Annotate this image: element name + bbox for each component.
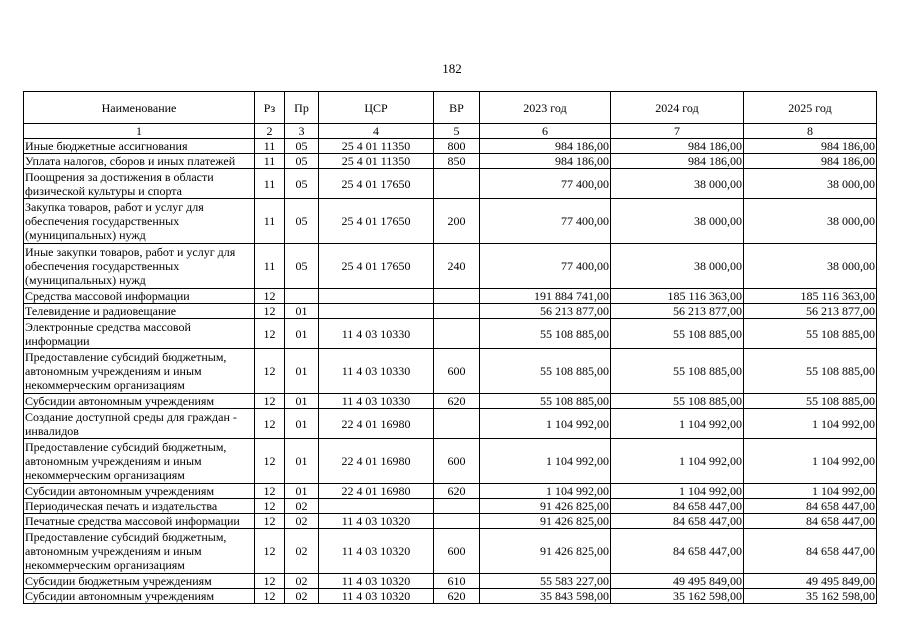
header-pr: Пр bbox=[285, 92, 319, 124]
cell-name: Закупка товаров, работ и услуг для обеспечения государственных (муниципальных) нужд bbox=[24, 199, 255, 244]
budget-table bbox=[23, 91, 877, 604]
cell-pr: 05 bbox=[285, 199, 319, 244]
cell-rz: 12 bbox=[255, 304, 285, 319]
cell-2025: 38 000,00 bbox=[744, 169, 877, 199]
cell-2024: 38 000,00 bbox=[611, 169, 744, 199]
cell-rz: 11 bbox=[255, 169, 285, 199]
column-number: 6 bbox=[480, 124, 611, 139]
cell-vr bbox=[434, 169, 480, 199]
cell-pr: 01 bbox=[285, 319, 319, 349]
header-csr: ЦСР bbox=[319, 92, 434, 124]
cell-pr: 02 bbox=[285, 499, 319, 514]
cell-2024: 185 116 363,00 bbox=[611, 289, 744, 304]
cell-name: Периодическая печать и издательства bbox=[24, 499, 255, 514]
cell-vr bbox=[434, 514, 480, 529]
cell-vr bbox=[434, 499, 480, 514]
cell-csr: 22 4 01 16980 bbox=[319, 439, 434, 484]
cell-2024: 38 000,00 bbox=[611, 244, 744, 289]
cell-2024: 984 186,00 bbox=[611, 139, 744, 154]
cell-rz: 12 bbox=[255, 514, 285, 529]
cell-rz: 12 bbox=[255, 349, 285, 394]
table-row bbox=[24, 484, 877, 499]
table-row bbox=[24, 529, 877, 574]
cell-2025: 56 213 877,00 bbox=[744, 304, 877, 319]
cell-name: Предоставление субсидий бюджетным, автономным учреждениям и иным некоммерческим организациям bbox=[24, 439, 255, 484]
column-number: 3 bbox=[285, 124, 319, 139]
cell-pr: 02 bbox=[285, 574, 319, 589]
cell-2025: 1 104 992,00 bbox=[744, 439, 877, 484]
cell-pr: 02 bbox=[285, 589, 319, 604]
cell-2024: 49 495 849,00 bbox=[611, 574, 744, 589]
cell-2023: 55 108 885,00 bbox=[480, 394, 611, 409]
table-row bbox=[24, 439, 877, 484]
cell-name: Телевидение и радиовещание bbox=[24, 304, 255, 319]
column-number: 5 bbox=[434, 124, 480, 139]
header-2025: 2025 год bbox=[744, 92, 877, 124]
cell-vr: 240 bbox=[434, 244, 480, 289]
cell-csr: 22 4 01 16980 bbox=[319, 484, 434, 499]
cell-rz: 12 bbox=[255, 439, 285, 484]
cell-name: Субсидии автономным учреждениям bbox=[24, 589, 255, 604]
header-2023: 2023 год bbox=[480, 92, 611, 124]
cell-2025: 55 108 885,00 bbox=[744, 349, 877, 394]
column-number-row bbox=[24, 124, 877, 139]
cell-rz: 12 bbox=[255, 289, 285, 304]
table-row bbox=[24, 394, 877, 409]
cell-2024: 84 658 447,00 bbox=[611, 499, 744, 514]
cell-vr: 850 bbox=[434, 154, 480, 169]
cell-vr: 600 bbox=[434, 349, 480, 394]
table-row bbox=[24, 349, 877, 394]
cell-rz: 12 bbox=[255, 394, 285, 409]
cell-2025: 49 495 849,00 bbox=[744, 574, 877, 589]
cell-2024: 35 162 598,00 bbox=[611, 589, 744, 604]
cell-2023: 77 400,00 bbox=[480, 199, 611, 244]
cell-2024: 984 186,00 bbox=[611, 154, 744, 169]
cell-2025: 984 186,00 bbox=[744, 154, 877, 169]
cell-pr bbox=[285, 289, 319, 304]
cell-2023: 984 186,00 bbox=[480, 139, 611, 154]
cell-rz: 11 bbox=[255, 154, 285, 169]
table-row bbox=[24, 199, 877, 244]
table-row bbox=[24, 169, 877, 199]
cell-csr: 11 4 03 10330 bbox=[319, 349, 434, 394]
cell-2024: 56 213 877,00 bbox=[611, 304, 744, 319]
cell-rz: 12 bbox=[255, 589, 285, 604]
cell-2023: 56 213 877,00 bbox=[480, 304, 611, 319]
cell-2025: 55 108 885,00 bbox=[744, 319, 877, 349]
cell-2023: 55 583 227,00 bbox=[480, 574, 611, 589]
cell-2025: 55 108 885,00 bbox=[744, 394, 877, 409]
cell-2025: 38 000,00 bbox=[744, 199, 877, 244]
header-name: Наименование bbox=[24, 92, 255, 124]
cell-name: Поощрения за достижения в области физической культуры и спорта bbox=[24, 169, 255, 199]
cell-2023: 91 426 825,00 bbox=[480, 499, 611, 514]
cell-name: Электронные средства массовой информации bbox=[24, 319, 255, 349]
cell-vr bbox=[434, 319, 480, 349]
page-number: 182 bbox=[442, 61, 462, 76]
cell-csr: 11 4 03 10330 bbox=[319, 319, 434, 349]
column-number: 2 bbox=[255, 124, 285, 139]
cell-2023: 191 884 741,00 bbox=[480, 289, 611, 304]
cell-pr: 05 bbox=[285, 169, 319, 199]
cell-csr: 22 4 01 16980 bbox=[319, 409, 434, 439]
table-row bbox=[24, 499, 877, 514]
cell-2023: 35 843 598,00 bbox=[480, 589, 611, 604]
cell-name: Иные бюджетные ассигнования bbox=[24, 139, 255, 154]
cell-csr: 11 4 03 10320 bbox=[319, 574, 434, 589]
table-row bbox=[24, 304, 877, 319]
cell-2025: 1 104 992,00 bbox=[744, 484, 877, 499]
table-row bbox=[24, 154, 877, 169]
cell-2025: 84 658 447,00 bbox=[744, 499, 877, 514]
cell-pr: 05 bbox=[285, 244, 319, 289]
cell-2024: 55 108 885,00 bbox=[611, 349, 744, 394]
table-row bbox=[24, 589, 877, 604]
cell-2023: 91 426 825,00 bbox=[480, 529, 611, 574]
cell-2024: 84 658 447,00 bbox=[611, 529, 744, 574]
cell-2024: 1 104 992,00 bbox=[611, 439, 744, 484]
cell-name: Предоставление субсидий бюджетным, автономным учреждениям и иным некоммерческим организациям bbox=[24, 349, 255, 394]
table-row bbox=[24, 139, 877, 154]
cell-vr: 620 bbox=[434, 589, 480, 604]
cell-csr: 11 4 03 10320 bbox=[319, 514, 434, 529]
cell-csr bbox=[319, 499, 434, 514]
cell-name: Предоставление субсидий бюджетным, автономным учреждениям и иным некоммерческим организациям bbox=[24, 529, 255, 574]
cell-rz: 12 bbox=[255, 319, 285, 349]
cell-csr bbox=[319, 289, 434, 304]
cell-name: Субсидии бюджетным учреждениям bbox=[24, 574, 255, 589]
cell-rz: 12 bbox=[255, 409, 285, 439]
cell-pr: 02 bbox=[285, 529, 319, 574]
cell-vr bbox=[434, 289, 480, 304]
cell-name: Субсидии автономным учреждениям bbox=[24, 394, 255, 409]
table-row bbox=[24, 319, 877, 349]
cell-name: Иные закупки товаров, работ и услуг для обеспечения государственных (муниципальных) нужд bbox=[24, 244, 255, 289]
cell-csr: 25 4 01 17650 bbox=[319, 244, 434, 289]
cell-csr: 25 4 01 17650 bbox=[319, 169, 434, 199]
table-row bbox=[24, 514, 877, 529]
cell-pr: 05 bbox=[285, 154, 319, 169]
cell-2023: 77 400,00 bbox=[480, 169, 611, 199]
cell-2023: 55 108 885,00 bbox=[480, 319, 611, 349]
cell-2024: 55 108 885,00 bbox=[611, 394, 744, 409]
cell-csr: 25 4 01 11350 bbox=[319, 154, 434, 169]
cell-pr: 01 bbox=[285, 439, 319, 484]
table-row bbox=[24, 409, 877, 439]
cell-csr bbox=[319, 304, 434, 319]
table-row bbox=[24, 244, 877, 289]
header-2024: 2024 год bbox=[611, 92, 744, 124]
cell-vr: 620 bbox=[434, 484, 480, 499]
cell-name: Печатные средства массовой информации bbox=[24, 514, 255, 529]
cell-2023: 91 426 825,00 bbox=[480, 514, 611, 529]
column-number: 4 bbox=[319, 124, 434, 139]
cell-2025: 35 162 598,00 bbox=[744, 589, 877, 604]
cell-csr: 11 4 03 10330 bbox=[319, 394, 434, 409]
cell-vr bbox=[434, 409, 480, 439]
cell-vr: 610 bbox=[434, 574, 480, 589]
column-number: 7 bbox=[611, 124, 744, 139]
cell-2025: 185 116 363,00 bbox=[744, 289, 877, 304]
cell-2023: 1 104 992,00 bbox=[480, 439, 611, 484]
cell-name: Уплата налогов, сборов и иных платежей bbox=[24, 154, 255, 169]
cell-pr: 01 bbox=[285, 304, 319, 319]
cell-pr: 01 bbox=[285, 484, 319, 499]
cell-2024: 1 104 992,00 bbox=[611, 409, 744, 439]
cell-csr: 11 4 03 10320 bbox=[319, 589, 434, 604]
cell-2023: 984 186,00 bbox=[480, 154, 611, 169]
cell-vr: 600 bbox=[434, 529, 480, 574]
cell-2025: 984 186,00 bbox=[744, 139, 877, 154]
cell-csr: 25 4 01 11350 bbox=[319, 139, 434, 154]
cell-csr: 25 4 01 17650 bbox=[319, 199, 434, 244]
cell-rz: 12 bbox=[255, 484, 285, 499]
cell-2025: 84 658 447,00 bbox=[744, 529, 877, 574]
header-rz: Рз bbox=[255, 92, 285, 124]
cell-pr: 01 bbox=[285, 409, 319, 439]
cell-pr: 05 bbox=[285, 139, 319, 154]
cell-csr: 11 4 03 10320 bbox=[319, 529, 434, 574]
cell-2024: 1 104 992,00 bbox=[611, 484, 744, 499]
table-row bbox=[24, 289, 877, 304]
cell-2023: 1 104 992,00 bbox=[480, 409, 611, 439]
cell-2023: 1 104 992,00 bbox=[480, 484, 611, 499]
table-row bbox=[24, 574, 877, 589]
cell-pr: 01 bbox=[285, 349, 319, 394]
cell-rz: 12 bbox=[255, 499, 285, 514]
cell-pr: 02 bbox=[285, 514, 319, 529]
cell-vr: 600 bbox=[434, 439, 480, 484]
cell-name: Средства массовой информации bbox=[24, 289, 255, 304]
header-vr: ВР bbox=[434, 92, 480, 124]
cell-2024: 55 108 885,00 bbox=[611, 319, 744, 349]
header-row bbox=[24, 92, 877, 124]
cell-vr: 800 bbox=[434, 139, 480, 154]
column-number: 8 bbox=[744, 124, 877, 139]
cell-vr: 200 bbox=[434, 199, 480, 244]
cell-pr: 01 bbox=[285, 394, 319, 409]
cell-2024: 84 658 447,00 bbox=[611, 514, 744, 529]
cell-name: Субсидии автономным учреждениям bbox=[24, 484, 255, 499]
cell-rz: 12 bbox=[255, 574, 285, 589]
cell-name: Создание доступной среды для граждан - инвалидов bbox=[24, 409, 255, 439]
column-number: 1 bbox=[24, 124, 255, 139]
cell-2025: 38 000,00 bbox=[744, 244, 877, 289]
cell-rz: 11 bbox=[255, 244, 285, 289]
cell-2024: 38 000,00 bbox=[611, 199, 744, 244]
table-body bbox=[24, 139, 877, 604]
cell-vr: 620 bbox=[434, 394, 480, 409]
cell-rz: 11 bbox=[255, 139, 285, 154]
cell-2023: 55 108 885,00 bbox=[480, 349, 611, 394]
cell-2025: 84 658 447,00 bbox=[744, 514, 877, 529]
cell-2025: 1 104 992,00 bbox=[744, 409, 877, 439]
cell-rz: 11 bbox=[255, 199, 285, 244]
cell-2023: 77 400,00 bbox=[480, 244, 611, 289]
cell-vr bbox=[434, 304, 480, 319]
cell-rz: 12 bbox=[255, 529, 285, 574]
